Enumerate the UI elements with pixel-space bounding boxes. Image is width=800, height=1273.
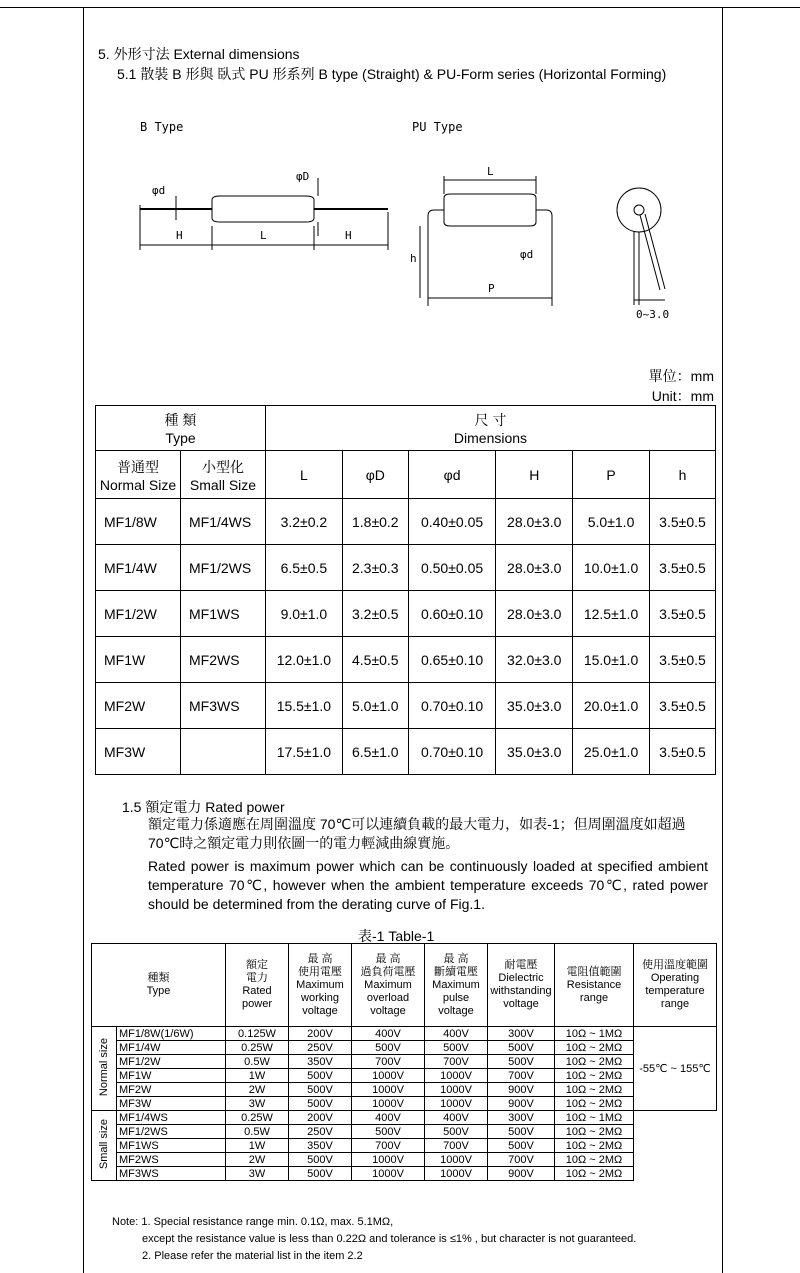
b-H-left-label: H xyxy=(176,229,183,242)
table-cell: MF1/2WS xyxy=(117,1125,226,1139)
table-cell: 1000V xyxy=(352,1153,425,1167)
table-cell: 1000V xyxy=(352,1097,425,1111)
table-cell: 400V xyxy=(352,1111,425,1125)
table-cell: 1W xyxy=(226,1139,289,1153)
table-row xyxy=(92,1055,717,1069)
pu-phi-d-label: φd xyxy=(520,248,534,261)
table-cell: 10Ω ~ 2MΩ xyxy=(555,1153,634,1167)
dimensions-table xyxy=(95,405,716,775)
pu-h-label: h xyxy=(410,252,417,265)
t1-pulse-header: 最 高 斷續電壓 Maximum pulse voltage xyxy=(425,944,488,1027)
t1-power-header: 額定 電力 Rated power xyxy=(226,944,289,1027)
small-size-group-label: Small size xyxy=(92,1111,117,1181)
table-row: MF1W MF2WS 12.0±1.0 4.5±0.5 0.65±0.10 32.0±3.0 15.0±1.0 3.5±0.5 xyxy=(96,637,716,683)
col-header: H xyxy=(496,451,573,499)
table-cell: 500V xyxy=(352,1125,425,1139)
table-cell: 10Ω ~ 2MΩ xyxy=(555,1069,634,1083)
t1-type-header: 種類 Type xyxy=(92,944,226,1027)
pu-L-label: L xyxy=(487,165,494,178)
table-row xyxy=(92,1027,717,1041)
table-cell: 250V xyxy=(289,1041,352,1055)
table-cell: 10Ω ~ 2MΩ xyxy=(555,1055,634,1069)
table-cell: 500V xyxy=(488,1041,555,1055)
table-cell: 500V xyxy=(289,1069,352,1083)
table-cell: 10Ω ~ 2MΩ xyxy=(555,1097,634,1111)
table-cell: 0.5W xyxy=(226,1055,289,1069)
table-cell: 700V xyxy=(488,1153,555,1167)
table1-caption: 表-1 Table-1 xyxy=(358,928,435,944)
col-header: P xyxy=(573,451,650,499)
table-row xyxy=(92,1125,717,1139)
unit-cn: 單位：mm xyxy=(648,368,714,384)
type-header: 種 類 Type xyxy=(96,406,266,451)
small-size-header: 小型化 Small Size xyxy=(181,451,266,499)
normal-size-group-label: Normal size xyxy=(92,1027,117,1111)
table-row xyxy=(92,1083,717,1097)
col-header: L xyxy=(266,451,343,499)
table-cell: 2W xyxy=(226,1153,289,1167)
table-cell: 10Ω ~ 2MΩ xyxy=(555,1139,634,1153)
table-cell: 700V xyxy=(488,1069,555,1083)
table-cell: 500V xyxy=(488,1125,555,1139)
table-cell: MF1/2W xyxy=(117,1055,226,1069)
rated-power-table xyxy=(91,943,717,1181)
table-cell: 200V xyxy=(289,1111,352,1125)
table-cell: 700V xyxy=(425,1055,488,1069)
table-row: MF3W 17.5±1.0 6.5±1.0 0.70±0.10 35.0±3.0 25.0±1.0 3.5±0.5 xyxy=(96,729,716,775)
table-cell: 1W xyxy=(226,1069,289,1083)
table-cell: 1000V xyxy=(425,1167,488,1181)
rated-power-cn-text: 額定電力係適應在周圍溫度 70℃可以連續負載的最大電力，如表-1；但周圍溫度如超過 70℃時之額定電力則依圖一的電力輕減曲線實施。 xyxy=(148,816,686,851)
table-cell: 900V xyxy=(488,1083,555,1097)
table-cell: 400V xyxy=(425,1027,488,1041)
t1-resistance-header: 電阻值範圍 Resistance range xyxy=(555,944,634,1027)
rated-power-title: 1.5 額定電力 Rated power xyxy=(122,799,285,815)
table-cell: 500V xyxy=(425,1125,488,1139)
table-cell: 500V xyxy=(289,1153,352,1167)
table-cell: 1000V xyxy=(352,1069,425,1083)
table-cell: 10Ω ~ 2MΩ xyxy=(555,1083,634,1097)
table-cell: 10Ω ~ 2MΩ xyxy=(555,1167,634,1181)
table-row xyxy=(92,1097,717,1111)
note-1: Note: 1. Special resistance range min. 0.1Ω, max. 5.1MΩ, xyxy=(112,1216,394,1228)
table-cell: 1000V xyxy=(425,1153,488,1167)
note-1-cont: except the resistance value is less than 0.22Ω and tolerance is ≤1% , but character is not guaranteed. xyxy=(142,1233,637,1245)
table-cell: 400V xyxy=(425,1111,488,1125)
table-cell: 300V xyxy=(488,1111,555,1125)
b-H-right-label: H xyxy=(345,229,352,242)
table-cell: 3W xyxy=(226,1097,289,1111)
table-cell: 250V xyxy=(289,1125,352,1139)
table-row: MF1/2W MF1WS 9.0±1.0 3.2±0.5 0.60±0.10 28.0±3.0 12.5±1.0 3.5±0.5 xyxy=(96,591,716,637)
table-cell: 500V xyxy=(289,1167,352,1181)
table-cell: 900V xyxy=(488,1167,555,1181)
table-cell: 400V xyxy=(352,1027,425,1041)
table-cell: 900V xyxy=(488,1097,555,1111)
table-cell: 1000V xyxy=(352,1167,425,1181)
table-row xyxy=(92,1041,717,1055)
unit-en: Unit：mm xyxy=(651,388,714,404)
table-row xyxy=(92,1111,717,1125)
table-row: MF2W MF3WS 15.5±1.0 5.0±1.0 0.70±0.10 35.0±3.0 20.0±1.0 3.5±0.5 xyxy=(96,683,716,729)
table-cell: MF1/4WS xyxy=(117,1111,226,1125)
table-cell: MF1/8W(1/6W) xyxy=(117,1027,226,1041)
table-cell: 300V xyxy=(488,1027,555,1041)
note-2: 2. Please refer the material list in the item 2.2 xyxy=(142,1250,363,1262)
table-cell: 200V xyxy=(289,1027,352,1041)
table-cell: 350V xyxy=(289,1055,352,1069)
table-cell: 700V xyxy=(425,1139,488,1153)
b-phi-D-label: φD xyxy=(296,170,310,183)
table-cell: 500V xyxy=(425,1041,488,1055)
subsection-heading: 5.1 散裝 B 形與 臥式 PU 形系列 B type (Straight) & PU-Form series (Horizontal Forming) xyxy=(117,66,667,82)
table-cell: MF2W xyxy=(117,1083,226,1097)
table-cell: 500V xyxy=(488,1055,555,1069)
table-cell: 1000V xyxy=(352,1083,425,1097)
table-cell: MF1WS xyxy=(117,1139,226,1153)
table-cell: MF2WS xyxy=(117,1153,226,1167)
dimension-drawings xyxy=(0,0,800,340)
t1-dielectric-header: 耐電壓 Dielectric withstanding voltage xyxy=(488,944,555,1027)
table-row: MF1/8W MF1/4WS 3.2±0.2 1.8±0.2 0.40±0.05 28.0±3.0 5.0±1.0 3.5±0.5 xyxy=(96,499,716,545)
table-row xyxy=(92,1139,717,1153)
dimensions-header: 尺 寸 Dimensions xyxy=(266,406,716,451)
table-row xyxy=(92,1069,717,1083)
table-row xyxy=(92,1153,717,1167)
table-cell: 1000V xyxy=(425,1083,488,1097)
table-cell: 1000V xyxy=(425,1097,488,1111)
table-row: MF1/4W MF1/2WS 6.5±0.5 2.3±0.3 0.50±0.05 28.0±3.0 10.0±1.0 3.5±0.5 xyxy=(96,545,716,591)
table-cell: MF3W xyxy=(117,1097,226,1111)
t1-temp-header: 使用溫度範圍 Operating temperature range xyxy=(634,944,717,1027)
b-phi-d-label: φd xyxy=(152,184,166,197)
normal-size-header: 普通型 Normal Size xyxy=(96,451,181,499)
section-heading: 5. 外形寸法 External dimensions xyxy=(98,46,300,62)
table-cell: 500V xyxy=(289,1083,352,1097)
table-row xyxy=(92,1167,717,1181)
table-cell: 10Ω ~ 1MΩ xyxy=(555,1027,634,1041)
pu-type-drawing xyxy=(420,176,665,306)
pu-type-label: PU Type xyxy=(412,120,463,134)
table-cell: 500V xyxy=(488,1139,555,1153)
table-cell: 10Ω ~ 1MΩ xyxy=(555,1111,634,1125)
b-type-label: B Type xyxy=(140,120,184,134)
table-cell: 350V xyxy=(289,1139,352,1153)
b-L-label: L xyxy=(260,229,267,242)
table-cell: 10Ω ~ 2MΩ xyxy=(555,1041,634,1055)
table1-header-row xyxy=(92,944,717,1027)
t1-working-header: 最 高 使用電壓 Maximum working voltage xyxy=(289,944,352,1027)
col-header: φD xyxy=(342,451,408,499)
table-cell: 0.25W xyxy=(226,1041,289,1055)
table-cell: 10Ω ~ 2MΩ xyxy=(555,1125,634,1139)
pu-P-label: P xyxy=(488,282,495,295)
table-cell: 3W xyxy=(226,1167,289,1181)
table-cell: 0.125W xyxy=(226,1027,289,1041)
table-cell: 700V xyxy=(352,1139,425,1153)
t1-overload-header: 最 高 過負荷電壓 Maximum overload voltage xyxy=(352,944,425,1027)
table-cell: 1000V xyxy=(425,1069,488,1083)
table-cell: 2W xyxy=(226,1083,289,1097)
col-header: φd xyxy=(408,451,496,499)
col-header: h xyxy=(649,451,715,499)
rated-power-en-text: Rated power is maximum power which can be continuously loaded at specified ambient temperature 70℃, however when the ambient temperature exceeds 70℃, rated power should be determined from the derating curve of Fig.1. xyxy=(148,858,708,912)
pu-gap-label: 0~3.0 xyxy=(636,308,670,321)
table-cell: 700V xyxy=(352,1055,425,1069)
table-cell: 0.5W xyxy=(226,1125,289,1139)
table-cell: 500V xyxy=(289,1097,352,1111)
temp-range-cell: -55℃ ~ 155℃ xyxy=(634,1027,717,1111)
table-cell: MF1/4W xyxy=(117,1041,226,1055)
table-cell: MF3WS xyxy=(117,1167,226,1181)
table-cell: 500V xyxy=(352,1041,425,1055)
table-cell: MF1W xyxy=(117,1069,226,1083)
table-cell: 0.25W xyxy=(226,1111,289,1125)
